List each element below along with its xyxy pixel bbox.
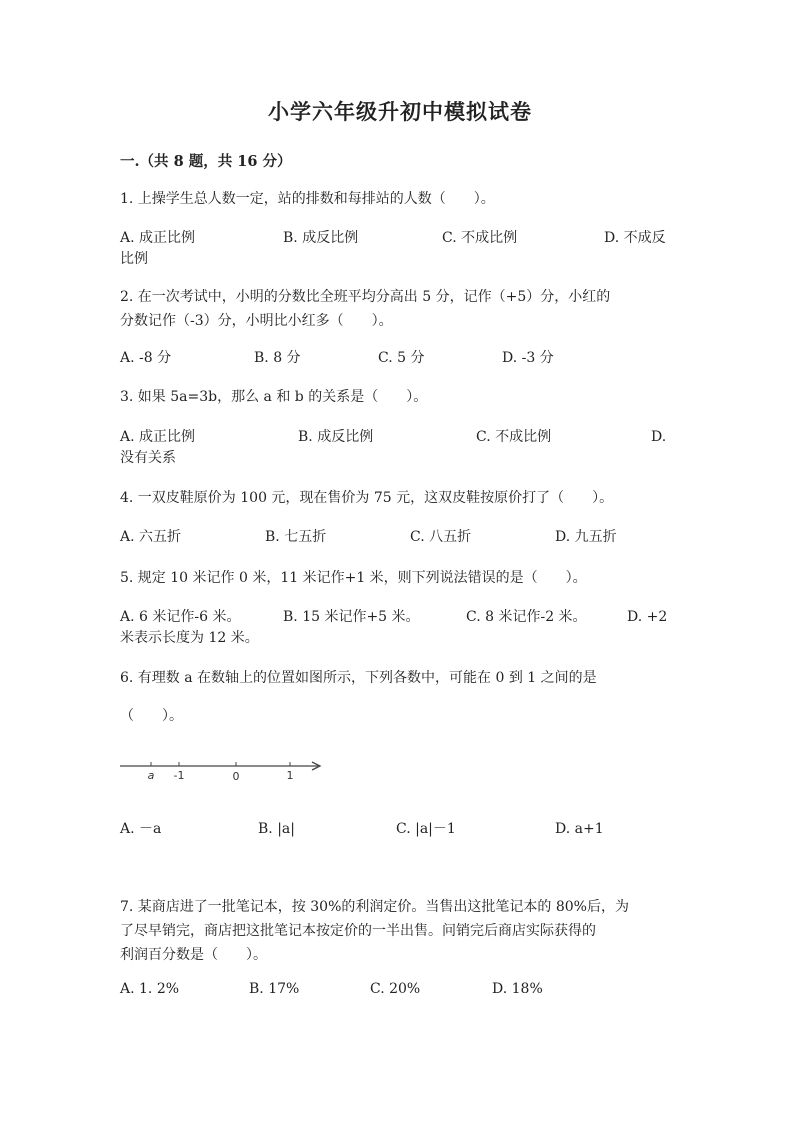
question-4 (120, 486, 680, 510)
option-d-continued: 没有关系 (120, 450, 176, 466)
option-d: D. 18% (492, 981, 543, 997)
question-5 (120, 566, 680, 590)
label-1: 1 (286, 769, 294, 782)
page-title: 小学六年级升初中模拟试卷 (268, 99, 532, 124)
option-d: D. -3 分 (502, 350, 554, 366)
question-stem: 3. 如果 5a=3b，那么 a 和 b 的关系是（ ）。 (120, 389, 428, 405)
option-d-continued: 米表示长度为 12 米。 (120, 630, 259, 646)
question-stem-line: 分数记作（-3）分，小明比小红多（ ）。 (120, 313, 393, 329)
option-b: B. 成反比例 (298, 429, 374, 445)
option-a: A. 成正比例 (120, 429, 196, 445)
option-b: B. 成反比例 (283, 230, 359, 246)
option-b: B. |a| (258, 821, 295, 837)
option-c: C. 20% (370, 981, 421, 997)
option-b: B. 七五折 (265, 529, 327, 545)
option-b: B. 17% (249, 981, 300, 997)
question-stem: 1. 上操学生总人数一定，站的排数和每排站的人数（ ）。 (120, 191, 495, 207)
option-c: C. 不成比例 (442, 230, 518, 246)
label-a: a (147, 769, 155, 782)
question-3 (120, 385, 680, 409)
question-stem-line: 7. 某商店进了一批笔记本，按 30%的利润定价。当售出这批笔记本的 80%后，为 (120, 899, 629, 915)
question-6 (120, 666, 680, 728)
option-a: A. 成正比例 (120, 230, 196, 246)
option-c: C. 8 米记作-2 米。 (466, 609, 587, 625)
option-d: D. 不成反 (604, 230, 666, 246)
question-1 (120, 187, 680, 211)
option-d-continued: 比例 (120, 251, 148, 267)
label-minus-1: -1 (173, 769, 185, 782)
question-stem-line: （ ）。 (120, 708, 183, 724)
option-b: B. 15 米记作+5 米。 (283, 609, 420, 625)
question-stem-line: 了尽早销完，商店把这批笔记本按定价的一半出售。问销完后商店实际获得的 (120, 923, 596, 939)
question-stem: 5. 规定 10 米记作 0 米，11 米记作+1 米，则下列说法错误的是（ ）。 (120, 570, 587, 586)
option-a: A. 六五折 (120, 529, 182, 545)
number-line-figure (115, 752, 330, 786)
option-d: D. (651, 429, 667, 445)
question-stem-line: 6. 有理数 a 在数轴上的位置如图所示，下列各数中，可能在 0 到 1 之间的是 (120, 670, 597, 686)
option-d: D. a+1 (555, 821, 604, 837)
label-0: 0 (232, 770, 240, 783)
option-c: C. 不成比例 (476, 429, 552, 445)
option-d: D. +2 (627, 609, 668, 625)
question-stem-line: 2. 在一次考试中，小明的分数比全班平均分高出 5 分，记作（+5）分，小红的 (120, 289, 611, 305)
option-b: B. 8 分 (254, 350, 301, 366)
option-c: C. |a|－1 (396, 821, 456, 837)
option-c: C. 5 分 (378, 350, 425, 366)
question-stem-line: 利润百分数是（ ）。 (120, 947, 267, 963)
option-a: A. -8 分 (120, 350, 172, 366)
question-stem: 4. 一双皮鞋原价为 100 元，现在售价为 75 元，这双皮鞋按原价打了（ ）。 (120, 490, 614, 506)
option-c: C. 八五折 (410, 529, 472, 545)
option-a: A. 6 米记作-6 米。 (120, 609, 241, 625)
section-heading: 一.（共 8 题，共 16 分） (120, 153, 292, 170)
question-2 (120, 285, 680, 333)
option-a: A. －a (120, 821, 162, 837)
option-d: D. 九五折 (555, 529, 617, 545)
option-a: A. 1. 2% (120, 981, 180, 997)
question-7 (120, 895, 680, 967)
